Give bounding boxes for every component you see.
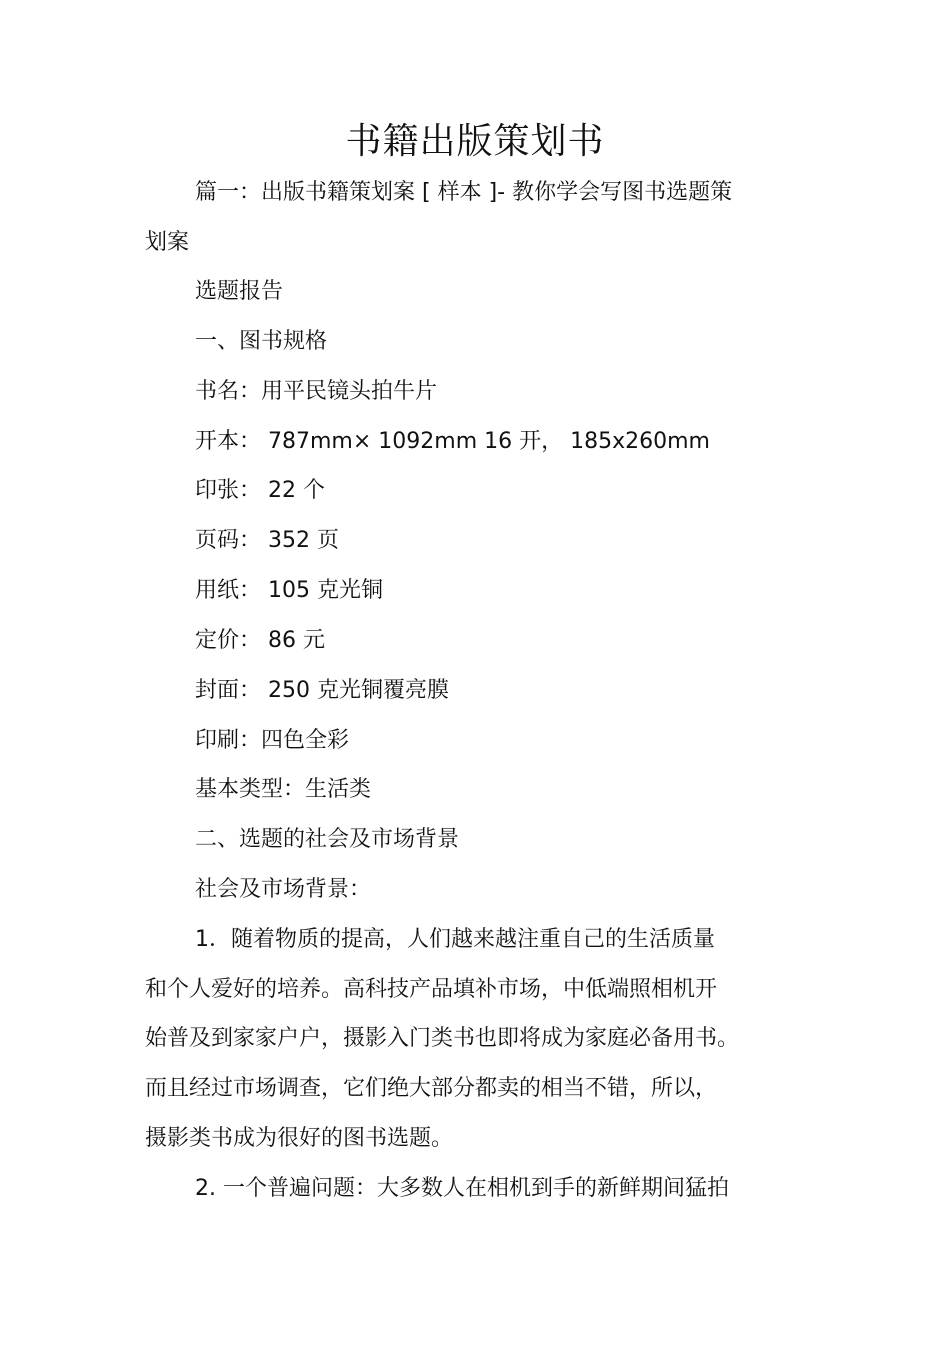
spec-format: 开本： 787mm× 1092mm 16 开， 185x260mm [195,429,710,454]
spec-cover: 封面： 250 克光铜覆亮膜 [195,678,449,703]
spec-paper: 用纸： 105 克光铜 [195,578,383,603]
section-2-label: 社会及市场背景： [195,877,372,902]
section-report-label: 选题报告 [195,279,284,304]
spec-sheets: 印张： 22 个 [195,478,325,503]
subtitle-line-1: 篇一：出版书籍策划案 [ 样本 ]- 教你学会写图书选题策 [195,180,733,205]
spec-pages: 页码： 352 页 [195,528,339,553]
paragraph-1-line-3: 始普及到家家户户，摄影入门类书也即将成为家庭必备用书。 [145,1026,740,1051]
spec-price: 定价： 86 元 [195,628,325,653]
document-title: 书籍出版策划书 [345,121,605,162]
subtitle-line-2: 划案 [145,230,190,255]
spec-book-name: 书名：用平民镜头拍牛片 [195,379,438,404]
paragraph-1-line-2: 和个人爱好的培养。高科技产品填补市场，中低端照相机开 [145,977,718,1002]
paragraph-1-line-4: 而且经过市场调查，它们绝大部分都卖的相当不错，所以， [145,1076,718,1101]
spec-printing: 印刷：四色全彩 [195,728,350,753]
spec-type: 基本类型：生活类 [195,777,372,802]
paragraph-1-line-5: 摄影类书成为很好的图书选题。 [145,1126,454,1151]
section-2-heading: 二、选题的社会及市场背景 [195,827,460,852]
section-1-heading: 一、图书规格 [195,329,328,354]
paragraph-1-line-1: 1．随着物质的提高，人们越来越注重自己的生活质量 [195,927,715,952]
paragraph-2-line-1: 2. 一个普遍问题：大多数人在相机到手的新鲜期间猛拍 [195,1176,729,1201]
